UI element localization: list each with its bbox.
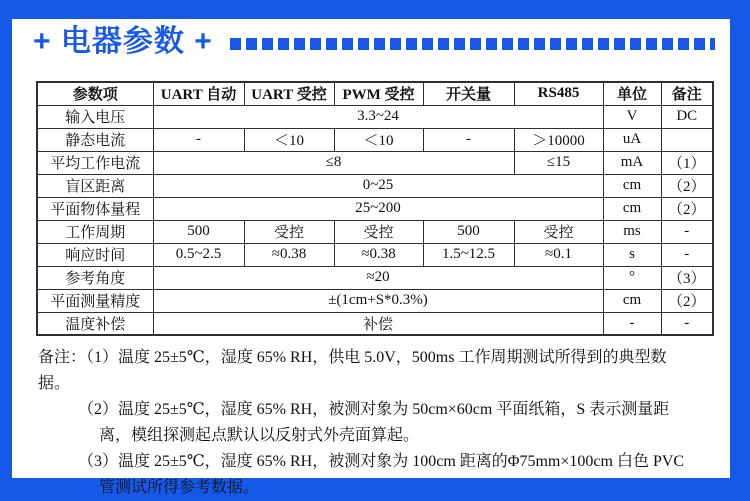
note-item: （3）温度 25±5℃，湿度 65% RH，被测对象为 100cm 距离的Φ75mm×100cm 白色 PVC 管测试所得参考数据。 <box>78 453 685 496</box>
column-header: 备注 <box>661 82 713 105</box>
spec-table <box>36 81 714 336</box>
column-header: UART 自动 <box>153 82 244 105</box>
table-cell: V <box>603 105 661 128</box>
table-cell: 输入电压 <box>37 105 153 128</box>
column-header: 单位 <box>603 82 661 105</box>
table-cell: （2） <box>661 289 713 312</box>
table-cell: 500 <box>423 220 514 243</box>
table-cell: cm <box>603 197 661 220</box>
table-cell: 工作周期 <box>37 220 153 243</box>
table-cell: （1） <box>661 151 713 174</box>
table-row <box>37 105 713 128</box>
table-cell: 响应时间 <box>37 243 153 266</box>
table-cell: ≈0.38 <box>334 243 423 266</box>
table-row <box>37 151 713 174</box>
table-cell <box>661 128 713 151</box>
table-row <box>37 128 713 151</box>
table-cell: （2） <box>661 197 713 220</box>
note-item <box>38 345 698 397</box>
column-header: 参数项 <box>37 82 153 105</box>
table-cell: 500 <box>153 220 244 243</box>
table-cell: ≤15 <box>514 151 603 174</box>
table-cell: uA <box>603 128 661 151</box>
table-cell: ＜10 <box>334 128 423 151</box>
table-cell: ≈0.38 <box>244 243 334 266</box>
table-row <box>37 312 713 335</box>
table-cell: 0.5~2.5 <box>153 243 244 266</box>
table-cell: ±(1cm+S*0.3%) <box>153 289 603 312</box>
table-cell: ≈0.1 <box>514 243 603 266</box>
table-cell: DC <box>661 105 713 128</box>
table-cell: mA <box>603 151 661 174</box>
table-cell: 温度补偿 <box>37 312 153 335</box>
table-cell: ＞10000 <box>514 128 603 151</box>
table-cell: ms <box>603 220 661 243</box>
table-cell: 0~25 <box>153 174 603 197</box>
table-header-row <box>37 82 713 105</box>
table-cell: cm <box>603 289 661 312</box>
table-cell: 静态电流 <box>37 128 153 151</box>
table-cell: ≈20 <box>153 266 603 289</box>
note-text: （1）温度 25±5℃，湿度 65% RH，供电 5.0V，500ms 工作周期测试所得到的典型数据。 <box>38 349 667 392</box>
table-cell: 25~200 <box>153 197 603 220</box>
table-row <box>37 197 713 220</box>
dotted-divider-icon <box>230 38 715 50</box>
table-cell: 盲区距离 <box>37 174 153 197</box>
table-cell: - <box>153 128 244 151</box>
note-item: （2）温度 25±5℃，湿度 65% RH，被测对象为 50cm×60cm 平面纸箱，S 表示测量距离，模组探测起点默认以反射式外壳面算起。 <box>78 401 670 444</box>
table-cell: 平面测量精度 <box>37 289 153 312</box>
table-cell: 平面物体量程 <box>37 197 153 220</box>
table-row <box>37 266 713 289</box>
notes-label: 备注： <box>38 349 87 366</box>
table-cell: 参考角度 <box>37 266 153 289</box>
table-row <box>37 220 713 243</box>
table-cell: 1.5~12.5 <box>423 243 514 266</box>
table-cell: 受控 <box>244 220 334 243</box>
table-cell: - <box>661 243 713 266</box>
table-row <box>37 289 713 312</box>
notes-section <box>38 345 698 501</box>
table-cell: - <box>423 128 514 151</box>
table-cell: （2） <box>661 174 713 197</box>
table-cell: 3.3~24 <box>153 105 603 128</box>
table-cell: s <box>603 243 661 266</box>
table-cell: - <box>661 312 713 335</box>
table-cell: - <box>603 312 661 335</box>
column-header: PWM 受控 <box>334 82 423 105</box>
table-row <box>37 174 713 197</box>
table-cell: 受控 <box>334 220 423 243</box>
table-cell: 补偿 <box>153 312 603 335</box>
table-row <box>37 243 713 266</box>
page-title: + 电器参数 + <box>33 25 213 58</box>
table-cell: 受控 <box>514 220 603 243</box>
column-header: RS485 <box>514 82 603 105</box>
table-cell: ≤8 <box>153 151 514 174</box>
table-cell: cm <box>603 174 661 197</box>
table-cell: - <box>661 220 713 243</box>
column-header: 开关量 <box>423 82 514 105</box>
table-cell: ° <box>603 266 661 289</box>
table-cell: ＜10 <box>244 128 334 151</box>
table-cell: （3） <box>661 266 713 289</box>
column-header: UART 受控 <box>244 82 334 105</box>
table-cell: 平均工作电流 <box>37 151 153 174</box>
